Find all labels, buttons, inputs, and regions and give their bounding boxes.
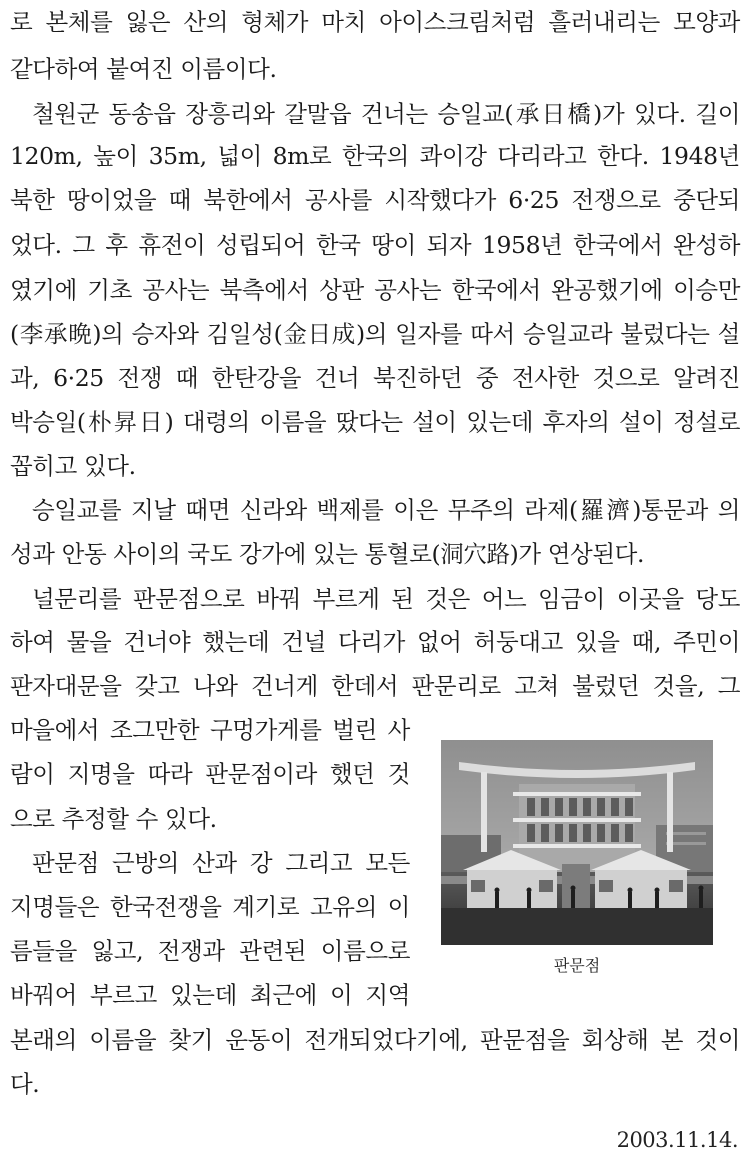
- text-line: 지명들은 한국전쟁을 계기로 고유의 이: [10, 893, 410, 921]
- text-line: 다.: [10, 1070, 40, 1098]
- paragraph-start-line: 철원군 동송읍 장흥리와 갈말읍 건너는 승일교(承日橋)가 있다. 길이: [32, 100, 740, 128]
- text-line: 름들을 잃고, 전쟁과 관련된 이름으로: [10, 937, 410, 965]
- text-line: 람이 지명을 따라 판문점이라 했던 것: [10, 760, 410, 788]
- text-line: (李承晩)의 승자와 김일성(金日成)의 일자를 따서 승일교라 불렀다는 설: [10, 320, 740, 348]
- text-line: 판자대문을 갖고 나와 건너게 한데서 판문리로 고쳐 불렀던 것을, 그: [10, 672, 740, 700]
- text-line: 바꿔어 부르고 있는데 최근에 이 지역: [10, 981, 410, 1009]
- document-date: 2003.11.14.: [616, 1128, 738, 1152]
- panmunjom-photo: [441, 740, 713, 945]
- paragraph-start-line: 판문점 근방의 산과 강 그리고 모든: [32, 849, 410, 877]
- text-line: 마을에서 조그만한 구멍가게를 벌린 사: [10, 716, 410, 744]
- paragraph-start-line: 승일교를 지날 때면 신라와 백제를 이은 무주의 라제(羅濟)통문과 의: [32, 496, 740, 524]
- text-line: 박승일(朴昇日) 대령의 이름을 땄다는 설이 있는데 후자의 설이 정설로: [10, 408, 740, 436]
- text-line: 성과 안동 사이의 국도 강가에 있는 통혈로(洞穴路)가 연상된다.: [10, 540, 645, 568]
- text-line: 었다. 그 후 휴전이 성립되어 한국 땅이 되자 1958년 한국에서 완성하: [10, 231, 740, 259]
- text-line: 였기에 기초 공사는 북측에서 상판 공사는 한국에서 완공했기에 이승만: [10, 276, 740, 304]
- text-line: 하여 물을 건너야 했는데 건널 다리가 없어 허둥대고 있을 때, 주민이: [10, 628, 740, 656]
- text-line: 로 본체를 잃은 산의 형체가 마치 아이스크림처럼 흘러내리는 모양과: [10, 8, 740, 36]
- text-line: 북한 땅이었을 때 북한에서 공사를 시작했다가 6·25 전쟁으로 중단되: [10, 186, 740, 214]
- paragraph-start-line: 널문리를 판문점으로 바꿔 부르게 된 것은 어느 임금이 이곳을 당도: [32, 585, 740, 613]
- photo-caption: 판문점: [553, 956, 601, 975]
- text-line: 120m, 높이 35m, 넓이 8m로 한국의 콰이강 다리라고 한다. 1948년: [10, 142, 740, 170]
- text-line: 본래의 이름을 찾기 운동이 전개되었다기에, 판문점을 회상해 본 것이: [10, 1026, 740, 1054]
- text-line: 같다하여 붙여진 이름이다.: [10, 55, 277, 83]
- text-line: 꼽히고 있다.: [10, 452, 136, 480]
- text-line: 과, 6·25 전쟁 때 한탄강을 건너 북진하던 중 전사한 것으로 알려진: [10, 364, 740, 392]
- text-line: 으로 추정할 수 있다.: [10, 805, 217, 833]
